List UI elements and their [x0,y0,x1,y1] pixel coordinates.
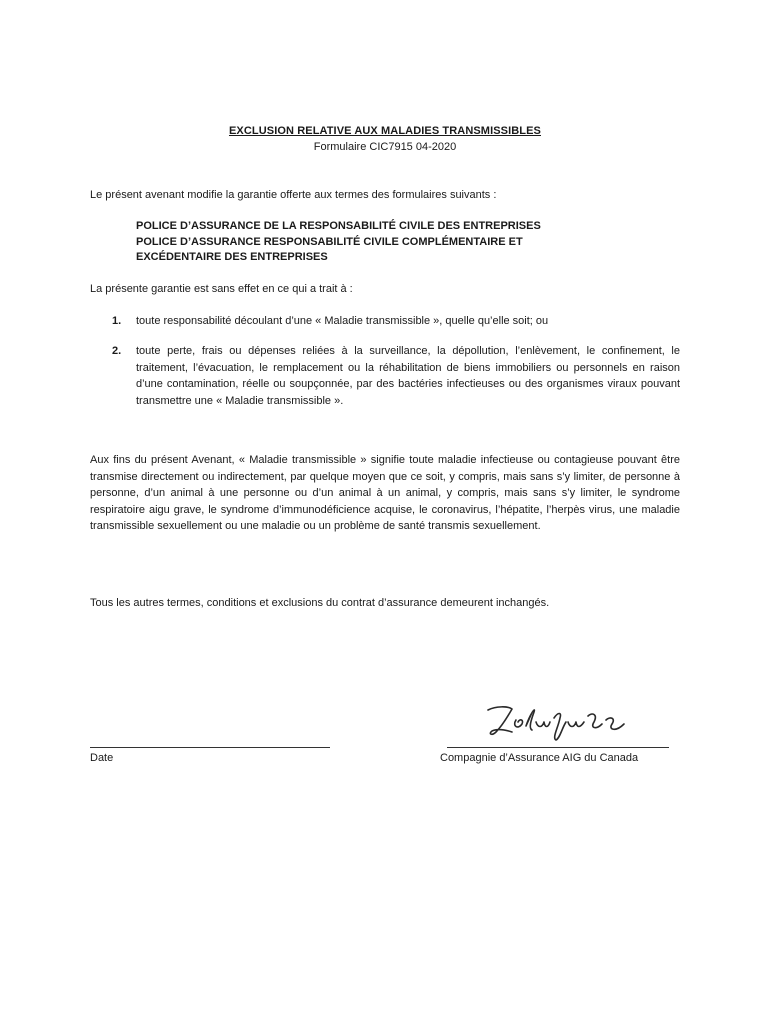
exclusion-item-number: 1. [112,315,122,327]
forms-list [136,219,696,266]
other-terms-paragraph: Tous les autres termes, conditions et exclusions du contrat d’assurance demeurent inchangés. [90,597,550,609]
exclusion-item-text: toute responsabilité découlant d’une « Maladie transmissible », quelle qu’elle soit; ou [136,315,549,327]
document-title: EXCLUSION RELATIVE AUX MALADIES TRANSMISSIBLES [228,125,541,137]
company-label: Compagnie d’Assurance AIG du Canada [440,752,639,764]
scope-paragraph: La présente garantie est sans effet en ce qui a trait à : [90,283,353,295]
handwritten-signature [482,698,632,742]
form-number: Formulaire CIC7915 04-2020 [313,141,457,153]
exclusion-item-number: 2. [112,345,122,357]
definition-paragraph: Aux fins du présent Avenant, « Maladie transmissible » signifie toute maladie infectieuse ou contagieuse pouvant être transmise directement ou indirectement, par quelque moyen que ce soit, y compris, mais sans s’y limiter, de personne à personne, d’un animal à une personne ou d’un animal à un animal, y compris, mais sans s’y limiter, le syndrome respiratoire aigu grave, le syndrome d’immunodéficience acquise, le coronavirus, l’hépatite, l’herpès virus, une maladie transmissible sexuellement ou une maladie ou un problème de santé transmis sexuellement. [90,454,680,532]
form-line-3: EXCÉDENTAIRE DES ENTREPRISES [136,251,328,263]
exclusion-item-text: toute perte, frais ou dépenses reliées à la surveillance, la dépollution, l’enlèvement, le confinement, le traitement, l’évacuation, le remplacement ou la réhabilitation de biens immobiliers ou personnels en raison d’une contamination, réelle ou soupçonnée, par des bactéries infectieuses ou des organismes viraux pouvant transmettre une « Maladie transmissible ». [136,345,680,407]
date-signature-line [90,747,330,748]
intro-paragraph: Le présent avenant modifie la garantie offerte aux termes des formulaires suivants : [90,189,497,201]
date-label: Date [90,752,114,764]
company-signature-line [447,747,669,748]
form-line-2: POLICE D’ASSURANCE RESPONSABILITÉ CIVILE COMPLÉMENTAIRE ET [136,235,523,248]
form-line-1: POLICE D’ASSURANCE DE LA RESPONSABILITÉ CIVILE DES ENTREPRISES [136,220,541,232]
